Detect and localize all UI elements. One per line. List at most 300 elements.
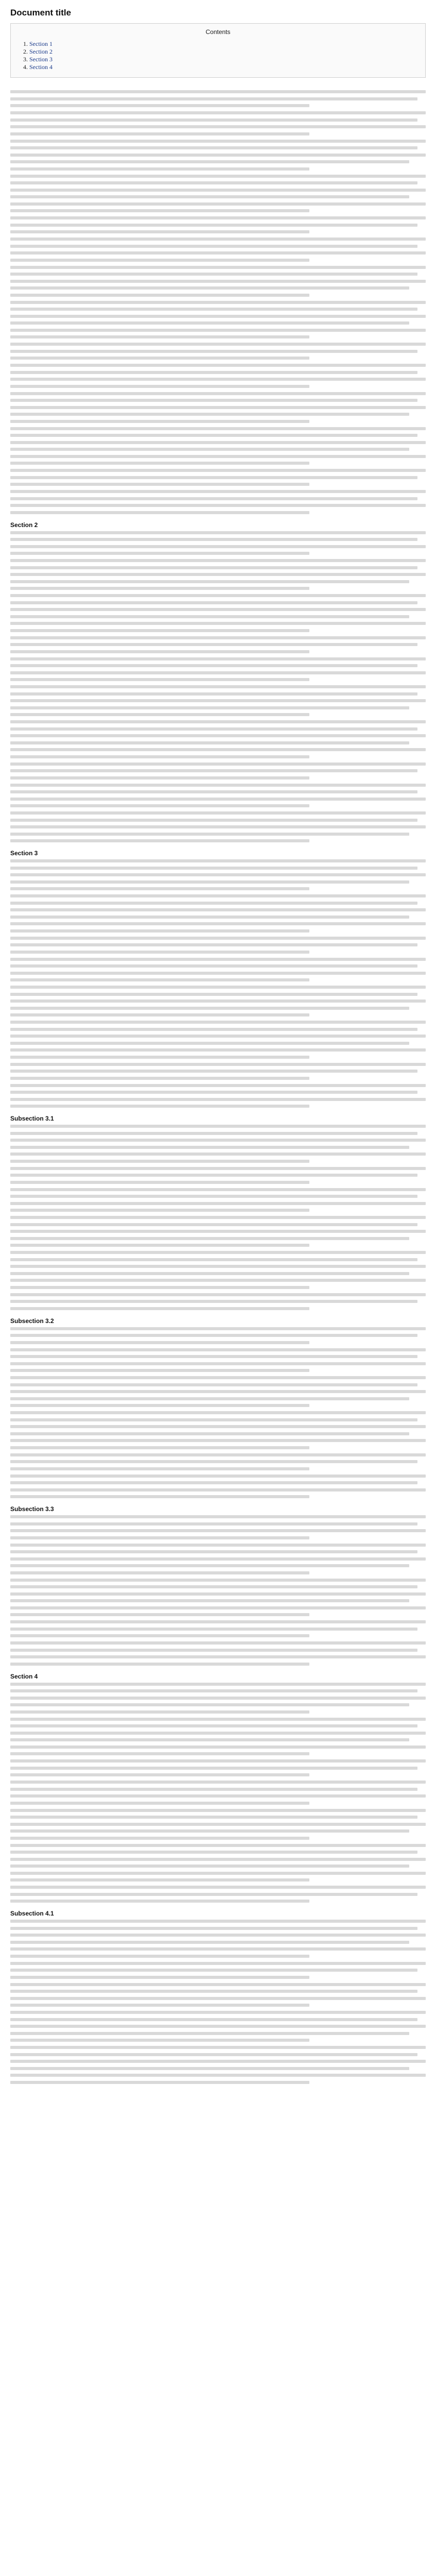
paragraph	[10, 1544, 426, 1574]
text-line	[10, 259, 309, 262]
text-line	[10, 1174, 417, 1177]
text-line	[10, 1947, 426, 1951]
text-line	[10, 1327, 426, 1330]
text-line	[10, 1886, 426, 1889]
text-line	[10, 321, 409, 325]
text-line	[10, 1453, 426, 1456]
text-line	[10, 880, 409, 884]
text-line	[10, 1829, 409, 1833]
text-line	[10, 1781, 426, 1784]
text-line	[10, 2067, 409, 2070]
text-line	[10, 427, 426, 430]
text-line	[10, 1425, 426, 1428]
text-line	[10, 1976, 309, 1979]
text-line	[10, 357, 309, 360]
text-line	[10, 601, 417, 604]
text-line	[10, 140, 426, 143]
text-line	[10, 385, 309, 388]
text-line	[10, 1390, 426, 1393]
paragraph	[10, 937, 426, 954]
text-line	[10, 251, 426, 255]
text-line	[10, 343, 426, 346]
toc-link[interactable]: Section 1	[29, 40, 53, 47]
text-line	[10, 916, 409, 919]
text-line	[10, 1844, 426, 1847]
paragraph	[10, 784, 426, 808]
text-line	[10, 1279, 426, 1282]
text-line	[10, 587, 309, 590]
text-line	[10, 1488, 426, 1492]
text-line	[10, 154, 426, 157]
text-line	[10, 146, 417, 149]
toc-heading: Contents	[205, 28, 231, 36]
text-line	[10, 2060, 426, 2063]
text-line	[10, 1188, 426, 1191]
text-line	[10, 894, 426, 897]
text-line	[10, 1341, 309, 1344]
text-line	[10, 859, 426, 862]
text-line	[10, 929, 309, 933]
text-line	[10, 1962, 426, 1965]
text-line	[10, 104, 309, 107]
paragraph	[10, 1781, 426, 1805]
text-line	[10, 209, 309, 212]
text-line	[10, 629, 309, 632]
text-line	[10, 2074, 426, 2077]
text-line	[10, 943, 417, 946]
toc-link[interactable]: Section 3	[29, 56, 53, 63]
text-line	[10, 1927, 417, 1930]
text-line	[10, 1579, 426, 1582]
text-line	[10, 1571, 309, 1574]
text-line	[10, 97, 417, 100]
text-line	[10, 1628, 417, 1631]
text-line	[10, 308, 417, 311]
text-line	[10, 951, 309, 954]
paragraph	[10, 685, 426, 716]
paragraph	[10, 986, 426, 1016]
paragraph	[10, 1683, 426, 1714]
text-line	[10, 552, 309, 555]
text-line	[10, 1550, 417, 1553]
text-line	[10, 1655, 426, 1658]
text-line	[10, 1446, 309, 1449]
paragraph	[10, 90, 426, 107]
text-line	[10, 90, 426, 93]
text-line	[10, 476, 417, 479]
text-line	[10, 580, 409, 583]
text-line	[10, 511, 309, 514]
text-line	[10, 1223, 417, 1226]
text-line	[10, 504, 426, 507]
text-line	[10, 301, 426, 304]
paragraph	[10, 266, 426, 297]
text-line	[10, 1230, 426, 1233]
paragraph	[10, 594, 426, 632]
text-line	[10, 1788, 417, 1791]
text-line	[10, 350, 417, 353]
text-line	[10, 1515, 426, 1518]
text-line	[10, 594, 426, 597]
text-line	[10, 216, 426, 219]
text-line	[10, 2053, 417, 2056]
text-line	[10, 1997, 426, 2000]
text-line	[10, 1522, 417, 1526]
paragraph	[10, 1084, 426, 1108]
text-line	[10, 167, 309, 171]
text-line	[10, 902, 417, 905]
text-line	[10, 1481, 417, 1484]
paragraph	[10, 216, 426, 233]
text-line	[10, 1056, 309, 1059]
text-line	[10, 1216, 426, 1219]
text-line	[10, 490, 426, 493]
section-heading: Subsection 4.1	[10, 1910, 54, 1917]
text-line	[10, 734, 426, 737]
text-line	[10, 1955, 309, 1958]
paragraph	[10, 531, 426, 555]
text-line	[10, 273, 417, 276]
text-line	[10, 1167, 426, 1170]
paragraph	[10, 762, 426, 779]
text-line	[10, 1300, 417, 1303]
text-line	[10, 335, 309, 338]
text-line	[10, 545, 426, 548]
paragraph	[10, 1641, 426, 1666]
text-line	[10, 413, 409, 416]
text-line	[10, 1244, 309, 1247]
paragraph	[10, 657, 426, 682]
text-line	[10, 1258, 417, 1261]
text-line	[10, 1063, 426, 1066]
text-line	[10, 406, 426, 409]
text-line	[10, 1920, 426, 1923]
text-line	[10, 1021, 426, 1024]
text-line	[10, 111, 426, 114]
text-line	[10, 908, 426, 911]
text-line	[10, 1738, 409, 1741]
toc-item	[29, 56, 418, 63]
text-line	[10, 1878, 309, 1882]
paragraph	[10, 2011, 426, 2042]
text-line	[10, 1649, 417, 1652]
article-body	[10, 90, 426, 2084]
text-line	[10, 1070, 417, 1073]
text-line	[10, 804, 309, 807]
text-line	[10, 1837, 309, 1840]
text-line	[10, 1334, 417, 1337]
text-line	[10, 125, 426, 128]
text-line	[10, 790, 417, 793]
paragraph	[10, 364, 426, 388]
text-line	[10, 825, 426, 828]
section-heading: Section 2	[10, 521, 38, 529]
text-line	[10, 1091, 417, 1094]
paragraph	[10, 1475, 426, 1499]
text-line	[10, 922, 426, 925]
text-line	[10, 1683, 426, 1686]
text-line	[10, 1893, 417, 1896]
text-line	[10, 1585, 417, 1588]
text-line	[10, 280, 426, 283]
text-line	[10, 1467, 309, 1470]
text-line	[10, 1872, 426, 1875]
paragraph	[10, 469, 426, 486]
paragraph	[10, 343, 426, 360]
text-line	[10, 964, 417, 968]
text-line	[10, 1202, 426, 1205]
text-line	[10, 378, 426, 381]
text-line	[10, 1475, 426, 1478]
text-line	[10, 1439, 426, 1442]
paragraph	[10, 1021, 426, 1059]
text-line	[10, 1865, 409, 1868]
text-line	[10, 1286, 309, 1289]
text-line	[10, 1125, 426, 1128]
text-line	[10, 286, 409, 290]
text-line	[10, 1990, 417, 1993]
text-line	[10, 566, 417, 569]
paragraph	[10, 175, 426, 213]
paragraph	[10, 1251, 426, 1289]
toc-link[interactable]: Section 2	[29, 48, 53, 55]
paragraph	[10, 1809, 426, 1840]
text-line	[10, 819, 417, 822]
text-line	[10, 1048, 426, 1052]
text-line	[10, 1160, 309, 1163]
text-line	[10, 1195, 417, 1198]
text-line	[10, 1084, 426, 1087]
text-line	[10, 399, 417, 402]
text-line	[10, 455, 426, 458]
text-line	[10, 615, 409, 618]
section-heading: Subsection 3.2	[10, 1317, 54, 1325]
paragraph	[10, 1844, 426, 1882]
text-line	[10, 1606, 426, 1609]
text-line	[10, 1098, 426, 1101]
text-line	[10, 1634, 309, 1637]
text-line	[10, 1794, 426, 1798]
section-heading: Section 4	[10, 1672, 38, 1680]
paragraph	[10, 2046, 426, 2084]
text-line	[10, 573, 426, 576]
text-line	[10, 181, 417, 184]
text-line	[10, 762, 426, 766]
table-of-contents	[10, 23, 426, 78]
text-line	[10, 266, 426, 269]
text-line	[10, 420, 309, 423]
paragraph	[10, 1579, 426, 1617]
text-line	[10, 1362, 426, 1365]
paragraph	[10, 1216, 426, 1247]
text-line	[10, 160, 409, 163]
text-line	[10, 748, 426, 751]
text-line	[10, 434, 417, 437]
text-line	[10, 497, 417, 500]
text-line	[10, 224, 417, 227]
text-line	[10, 1663, 309, 1666]
text-line	[10, 1745, 426, 1749]
text-line	[10, 1809, 426, 1812]
text-line	[10, 1710, 309, 1714]
text-line	[10, 636, 426, 639]
text-line	[10, 1376, 426, 1379]
text-line	[10, 706, 409, 709]
paragraph	[10, 1167, 426, 1184]
text-line	[10, 1529, 426, 1532]
text-line	[10, 195, 409, 198]
paragraph	[10, 1620, 426, 1637]
text-line	[10, 2032, 409, 2035]
paragraph	[10, 1125, 426, 1163]
toc-item	[29, 40, 418, 48]
text-line	[10, 1613, 309, 1616]
text-line	[10, 329, 426, 332]
text-line	[10, 1773, 309, 1776]
text-line	[10, 811, 426, 815]
text-line	[10, 202, 426, 206]
text-line	[10, 462, 309, 465]
text-line	[10, 692, 417, 696]
text-line	[10, 1209, 309, 1212]
text-line	[10, 1724, 417, 1727]
text-line	[10, 1718, 426, 1721]
text-line	[10, 685, 426, 688]
paragraph	[10, 1293, 426, 1310]
text-line	[10, 531, 426, 534]
paragraph	[10, 1376, 426, 1407]
text-line	[10, 699, 426, 702]
text-line	[10, 1767, 417, 1770]
text-line	[10, 2011, 426, 2014]
paragraph	[10, 1348, 426, 1372]
text-line	[10, 1759, 426, 1762]
text-line	[10, 1153, 426, 1156]
text-line	[10, 1703, 409, 1706]
paragraph	[10, 1962, 426, 1979]
text-line	[10, 1641, 426, 1645]
text-line	[10, 727, 417, 731]
text-line	[10, 1536, 309, 1539]
paragraph	[10, 1515, 426, 1539]
paragraph	[10, 111, 426, 135]
text-line	[10, 839, 309, 842]
text-line	[10, 559, 426, 562]
text-line	[10, 371, 417, 374]
text-line	[10, 230, 309, 233]
text-line	[10, 118, 417, 122]
toc-list	[18, 40, 418, 71]
text-line	[10, 999, 426, 1003]
paragraph	[10, 894, 426, 933]
document-title: Document title	[10, 8, 72, 18]
text-line	[10, 1397, 409, 1400]
text-line	[10, 1592, 426, 1596]
text-line	[10, 1460, 417, 1463]
text-line	[10, 833, 409, 836]
text-line	[10, 1272, 409, 1275]
text-line	[10, 294, 309, 297]
section-heading: Section 3	[10, 850, 38, 857]
paragraph	[10, 1983, 426, 2007]
paragraph	[10, 301, 426, 339]
text-line	[10, 1077, 309, 1080]
text-line	[10, 1265, 426, 1268]
text-line	[10, 657, 426, 660]
text-line	[10, 608, 426, 611]
text-line	[10, 1007, 409, 1010]
text-line	[10, 1181, 309, 1184]
paragraph	[10, 1886, 426, 1903]
text-line	[10, 175, 426, 178]
text-line	[10, 1599, 409, 1602]
toc-link[interactable]: Section 4	[29, 63, 53, 71]
text-line	[10, 867, 417, 870]
text-line	[10, 1293, 426, 1296]
paragraph	[10, 958, 426, 982]
text-line	[10, 2025, 426, 2028]
text-line	[10, 1732, 426, 1735]
text-line	[10, 958, 426, 961]
text-line	[10, 1418, 417, 1421]
paragraph	[10, 140, 426, 171]
paragraph	[10, 1718, 426, 1756]
text-line	[10, 986, 426, 989]
text-line	[10, 993, 417, 996]
text-line	[10, 1042, 409, 1045]
text-line	[10, 238, 426, 241]
paragraph	[10, 1188, 426, 1212]
text-line	[10, 1105, 309, 1108]
text-line	[10, 132, 309, 135]
paragraph	[10, 490, 426, 514]
section-heading: Subsection 3.1	[10, 1115, 54, 1122]
section-heading: Subsection 3.3	[10, 1505, 54, 1513]
text-line	[10, 664, 417, 667]
paragraph	[10, 1411, 426, 1449]
paragraph	[10, 1063, 426, 1080]
text-line	[10, 2039, 309, 2042]
text-line	[10, 873, 426, 876]
text-line	[10, 1495, 309, 1498]
text-line	[10, 937, 426, 940]
text-line	[10, 1411, 426, 1414]
text-line	[10, 1816, 417, 1819]
text-line	[10, 2004, 309, 2007]
text-line	[10, 1983, 426, 1986]
text-line	[10, 1307, 309, 1310]
text-line	[10, 364, 426, 367]
text-line	[10, 1851, 417, 1854]
text-line	[10, 483, 309, 486]
text-line	[10, 245, 417, 248]
text-line	[10, 643, 417, 646]
text-line	[10, 1146, 409, 1149]
paragraph	[10, 238, 426, 262]
text-line	[10, 2046, 426, 2049]
text-line	[10, 1139, 426, 1142]
text-line	[10, 1251, 426, 1254]
text-line	[10, 1858, 426, 1861]
paragraph	[10, 1759, 426, 1776]
text-line	[10, 1564, 409, 1567]
text-line	[10, 622, 426, 625]
text-line	[10, 1752, 309, 1755]
text-line	[10, 1823, 426, 1826]
paragraph	[10, 811, 426, 842]
paragraph	[10, 392, 426, 423]
text-line	[10, 887, 309, 890]
